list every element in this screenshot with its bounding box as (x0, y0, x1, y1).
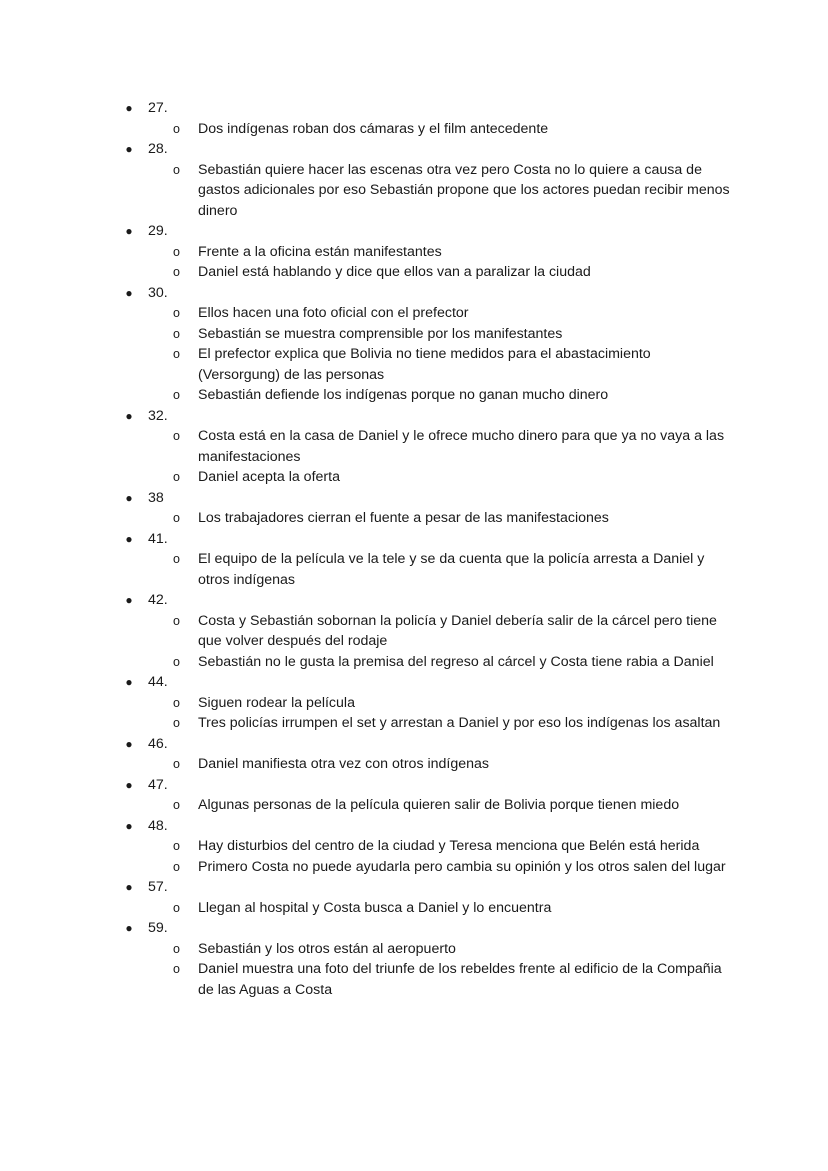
scene-number: 46. (148, 735, 168, 752)
scene-detail-text: El prefector explica que Bolivia no tiene medidos para el abastacimiento (Versorgung) de las personas (198, 346, 651, 383)
scene-detail-text: Daniel está hablando y dice que ellos van a paralizar la ciudad (198, 264, 591, 280)
scene-entry (0, 221, 828, 283)
scene-number: 57. (148, 879, 168, 895)
scene-number: 38 (148, 489, 164, 506)
scene-detail-text: Costa está en la casa de Daniel y le ofrece mucho dinero para que ya no vaya a las manifestaciones (198, 428, 725, 465)
scene-detail-text: Sebastián se muestra comprensible por los manifestantes (198, 325, 563, 342)
hollow-bullet-icon: o (173, 798, 180, 812)
scene-entry (0, 672, 828, 734)
hollow-bullet-icon: o (173, 654, 180, 669)
scene-detail-list (0, 160, 828, 222)
scene-detail-text: Hay disturbios del centro de la ciudad y Teresa menciona que Belén está herida (198, 838, 700, 854)
scene-detail-text: Sebastián quiere hacer las escenas otra vez pero Costa no lo quiere a causa de gastos adicionales por eso Sebastián propone que los actores puedan recibir menos dinero (198, 161, 730, 219)
scene-entry (0, 139, 828, 221)
bullet-icon: ● (125, 531, 133, 546)
scene-detail-list (0, 611, 828, 673)
scene-detail-item (0, 119, 828, 140)
scene-detail-text: El equipo de la película ve la tele y se da cuenta que la policía arresta a Daniel y otros indígenas (198, 551, 705, 588)
scene-detail-item (0, 426, 828, 467)
scene-detail-item (0, 754, 828, 775)
scene-detail-text: Daniel acepta la oferta (198, 469, 340, 485)
bullet-icon: ● (125, 142, 133, 156)
scene-detail-text: Daniel muestra una foto del triunfe de los rebeldes frente al edificio de la Compañia de las Aguas a Costa (198, 961, 722, 998)
bullet-icon: ● (125, 408, 133, 423)
hollow-bullet-icon: o (173, 859, 180, 874)
scene-detail-list (0, 303, 828, 406)
scene-detail-list (0, 754, 828, 775)
scene-entry (0, 775, 828, 816)
scene-entry (0, 283, 828, 406)
scene-entry-row (0, 734, 828, 755)
scene-detail-item (0, 549, 828, 590)
scene-detail-text: Siguen rodear la película (198, 694, 355, 711)
scene-entry-row (0, 816, 828, 837)
scene-entry-row (0, 406, 828, 427)
scene-detail-item (0, 693, 828, 714)
scene-detail-text: Llegan al hospital y Costa busca a Daniel y lo encuentra (198, 899, 552, 916)
scene-detail-item (0, 324, 828, 345)
scene-detail-text: Algunas personas de la película quieren salir de Bolivia porque tienen miedo (198, 797, 680, 813)
scene-detail-item (0, 262, 828, 283)
scene-detail-list (0, 426, 828, 488)
scene-entry-row (0, 98, 828, 119)
scene-detail-item (0, 652, 828, 673)
scene-detail-list (0, 836, 828, 877)
bullet-icon: ● (125, 101, 133, 115)
scene-detail-list (0, 242, 828, 283)
scene-detail-item (0, 303, 828, 324)
scene-outline-list (0, 98, 828, 1000)
scene-detail-item (0, 939, 828, 960)
scene-detail-text: Ellos hacen una foto oficial con el prefector (198, 305, 469, 321)
hollow-bullet-icon: o (173, 388, 180, 402)
hollow-bullet-icon: o (173, 552, 180, 566)
hollow-bullet-icon: o (173, 757, 180, 771)
hollow-bullet-icon: o (173, 613, 180, 628)
scene-detail-text: Sebastián no le gusta la premisa del regreso al cárcel y Costa tiene rabia a Daniel (198, 653, 714, 670)
scene-number: 29. (148, 223, 168, 239)
scene-detail-item (0, 857, 828, 878)
scene-detail-item (0, 242, 828, 263)
scene-detail-item (0, 898, 828, 919)
scene-entry-row (0, 775, 828, 796)
scene-entry-row (0, 488, 828, 509)
bullet-icon: ● (125, 675, 133, 689)
scene-detail-list (0, 898, 828, 919)
scene-detail-text: Sebastián defiende los indígenas porque no ganan mucho dinero (198, 387, 609, 403)
bullet-icon: ● (125, 777, 133, 792)
scene-detail-text: Los trabajadores cierran el fuente a pesar de las manifestaciones (198, 510, 609, 526)
hollow-bullet-icon: o (173, 244, 180, 259)
scene-entry (0, 529, 828, 591)
hollow-bullet-icon: o (173, 162, 180, 177)
scene-entry (0, 816, 828, 878)
hollow-bullet-icon: o (173, 839, 180, 853)
scene-entry (0, 918, 828, 1000)
scene-number: 41. (148, 530, 168, 547)
hollow-bullet-icon: o (173, 962, 180, 976)
scene-detail-text: Sebastián y los otros están al aeropuerto (198, 940, 456, 957)
hollow-bullet-icon: o (173, 511, 180, 525)
bullet-icon: ● (125, 490, 133, 505)
scene-detail-item (0, 508, 828, 529)
hollow-bullet-icon: o (173, 695, 180, 710)
scene-detail-text: Dos indígenas roban dos cámaras y el film antecedente (198, 120, 549, 137)
scene-detail-item (0, 836, 828, 857)
scene-detail-text: Frente a la oficina están manifestantes (198, 243, 442, 260)
scene-detail-item (0, 467, 828, 488)
scene-entry (0, 590, 828, 672)
scene-entry-row (0, 590, 828, 611)
scene-entry (0, 488, 828, 529)
hollow-bullet-icon: o (173, 429, 180, 443)
scene-number: 59. (148, 920, 168, 936)
scene-detail-text: Primero Costa no puede ayudarla pero cambia su opinión y los otros salen del lugar (198, 858, 726, 875)
scene-entry (0, 98, 828, 139)
scene-entry (0, 406, 828, 488)
hollow-bullet-icon: o (173, 326, 180, 341)
hollow-bullet-icon: o (173, 347, 180, 361)
scene-detail-text: Tres policías irrumpen el set y arrestan a Daniel y por eso los indígenas los asaltan (198, 715, 721, 731)
scene-entry-row (0, 139, 828, 160)
scene-detail-item (0, 795, 828, 816)
hollow-bullet-icon: o (173, 470, 180, 484)
scene-detail-list (0, 795, 828, 816)
scene-detail-list (0, 693, 828, 734)
hollow-bullet-icon: o (173, 306, 180, 320)
scene-number: 47. (148, 776, 168, 793)
scene-detail-item (0, 160, 828, 222)
scene-entry-row (0, 221, 828, 242)
bullet-icon: ● (125, 736, 133, 751)
scene-entry-row (0, 918, 828, 939)
scene-entry (0, 877, 828, 918)
scene-entry-row (0, 877, 828, 898)
scene-number: 28. (148, 141, 168, 157)
scene-number: 30. (148, 284, 168, 301)
scene-detail-list (0, 508, 828, 529)
scene-detail-item (0, 959, 828, 1000)
scene-entry-row (0, 672, 828, 693)
bullet-icon: ● (125, 285, 133, 300)
scene-detail-text: Daniel manifiesta otra vez con otros indígenas (198, 756, 490, 772)
scene-detail-list (0, 119, 828, 140)
hollow-bullet-icon: o (173, 121, 180, 136)
bullet-icon: ● (125, 818, 133, 833)
scene-number: 48. (148, 817, 168, 834)
scene-detail-item (0, 344, 828, 385)
scene-entry-row (0, 283, 828, 304)
scene-entry (0, 734, 828, 775)
hollow-bullet-icon: o (173, 941, 180, 956)
hollow-bullet-icon: o (173, 900, 180, 915)
bullet-icon: ● (125, 224, 133, 238)
scene-number: 27. (148, 100, 168, 116)
scene-number: 42. (148, 592, 168, 608)
scene-detail-text: Costa y Sebastián sobornan la policía y Daniel debería salir de la cárcel pero tiene que volver después del rodaje (198, 612, 717, 649)
bullet-icon: ● (125, 593, 133, 607)
hollow-bullet-icon: o (173, 265, 180, 279)
scene-number: 32. (148, 407, 168, 424)
scene-detail-item (0, 385, 828, 406)
scene-detail-item (0, 713, 828, 734)
scene-number: 44. (148, 674, 168, 690)
scene-detail-list (0, 939, 828, 1001)
scene-detail-list (0, 549, 828, 590)
bullet-icon: ● (125, 880, 133, 894)
bullet-icon: ● (125, 921, 133, 935)
hollow-bullet-icon: o (173, 716, 180, 730)
scene-detail-item (0, 611, 828, 652)
scene-entry-row (0, 529, 828, 550)
